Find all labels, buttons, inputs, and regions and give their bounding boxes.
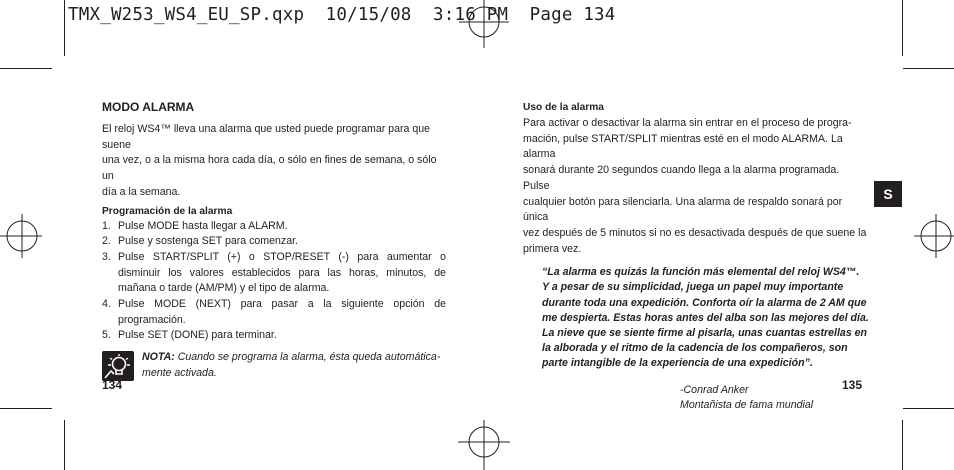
step-number: 5. — [102, 329, 111, 342]
attribution-name: -Conrad Anker — [680, 383, 749, 396]
step-text: Pulse SET (DONE) para terminar. — [118, 329, 277, 342]
step-number: 1. — [102, 219, 111, 232]
lightbulb-note-icon — [102, 351, 134, 381]
crop-mark-top-right-h — [903, 68, 954, 69]
step-text: Pulse MODE (NEXT) para pasar a la siguiente opción de programación. — [118, 298, 446, 326]
step-item — [102, 250, 446, 297]
crop-mark-bottom-right-v — [902, 420, 903, 470]
quote-line: parte intangible de la experiencia de una expedición”. — [542, 356, 813, 369]
crop-mark-bottom-right-h — [903, 408, 954, 409]
intro-paragraph — [102, 122, 446, 201]
intro-line: El reloj WS4™ lleva una alarma que usted puede programar para que suene — [102, 123, 431, 151]
step-number: 3. — [102, 250, 111, 263]
step-text: Pulse START/SPLIT (+) o STOP/RESET (-) para aumentar o disminuir los valores establecidos para las horas, minutos, de mañana o tarde (AM/PM) y el tipo de alarma. — [118, 250, 446, 295]
step-item — [102, 297, 446, 328]
file-slug-header: TMX_W253_WS4_EU_SP.qxp 10/15/08 3:16 PM Page 134 — [68, 5, 616, 25]
attribution-role: Montañista de fama mundial — [680, 399, 814, 412]
language-tab: S — [874, 181, 902, 207]
usage-paragraph — [523, 116, 867, 257]
registration-crosshair-icon — [0, 214, 42, 258]
registration-crosshair-icon — [914, 214, 954, 258]
intro-line: una vez, o a la misma hora cada día, o sólo en fines de semana, o sólo un — [102, 154, 437, 183]
usage-line: vez después de 5 minutos si no es desactivada después de que suene la — [523, 226, 867, 239]
step-number: 4. — [102, 298, 111, 311]
right-page-column — [523, 101, 867, 414]
note-text — [142, 350, 446, 381]
quote-attribution — [680, 383, 867, 414]
crop-mark-top-left-h — [0, 68, 52, 69]
note-block — [102, 350, 446, 386]
usage-heading: Uso de la alarma — [523, 102, 604, 113]
left-page-column — [102, 100, 446, 386]
crop-mark-bottom-left-v — [64, 420, 65, 470]
crop-mark-top-left-v — [64, 0, 65, 56]
crop-mark-bottom-left-h — [0, 408, 52, 409]
usage-line: mación, pulse START/SPLIT mientras esté en el modo ALARMA. La alarma — [523, 132, 843, 161]
usage-line: sonará durante 20 segundos cuando llega a la alarma programada. Pulse — [523, 164, 840, 192]
quote-line: durante toda una expedición. Conforta oír la alarma de 2 AM que — [542, 296, 867, 309]
crop-mark-top-right-v — [902, 0, 903, 56]
step-text: Pulse MODE hasta llegar a ALARM. — [118, 219, 288, 232]
quote-line: me despierta. Estas horas antes del alba son las mejores del día. — [542, 311, 869, 324]
quote-line: Y a pesar de su simplicidad, juega un papel muy importante — [542, 281, 844, 294]
intro-line: día a la semana. — [102, 185, 181, 198]
quote-line: “La alarma es quizás la función más elemental del reloj WS4™. — [542, 266, 860, 279]
quote-line: la alborada y el ritmo de la cadencia de los compañeros, son — [542, 341, 848, 354]
note-line: Cuando se programa la alarma, ésta queda automática- — [174, 351, 441, 364]
step-text: Pulse y sostenga SET para comenzar. — [118, 235, 298, 248]
note-line: mente activada. — [142, 366, 217, 379]
quote-line: La nieve que se siente firme al pisarla, unas cuantas estrellas en — [542, 326, 868, 339]
step-item — [102, 219, 446, 235]
programming-steps — [102, 219, 446, 345]
step-number: 2. — [102, 235, 111, 248]
step-item — [102, 328, 446, 344]
step-item — [102, 234, 446, 250]
registration-crosshair-icon — [458, 420, 510, 470]
section-title: MODO ALARMA — [102, 100, 195, 114]
programming-heading: Programación de la alarma — [102, 205, 233, 217]
quote-block — [542, 265, 872, 371]
usage-line: cualquier botón para silenciarla. Una alarma de respaldo sonará por única — [523, 195, 843, 224]
usage-line: Para activar o desactivar la alarma sin entrar en el proceso de progra- — [523, 117, 852, 129]
usage-line: primera vez. — [523, 242, 582, 255]
page-number-right: 135 — [842, 378, 863, 392]
note-label: NOTA: — [142, 351, 175, 364]
page-number-left: 134 — [102, 378, 123, 392]
